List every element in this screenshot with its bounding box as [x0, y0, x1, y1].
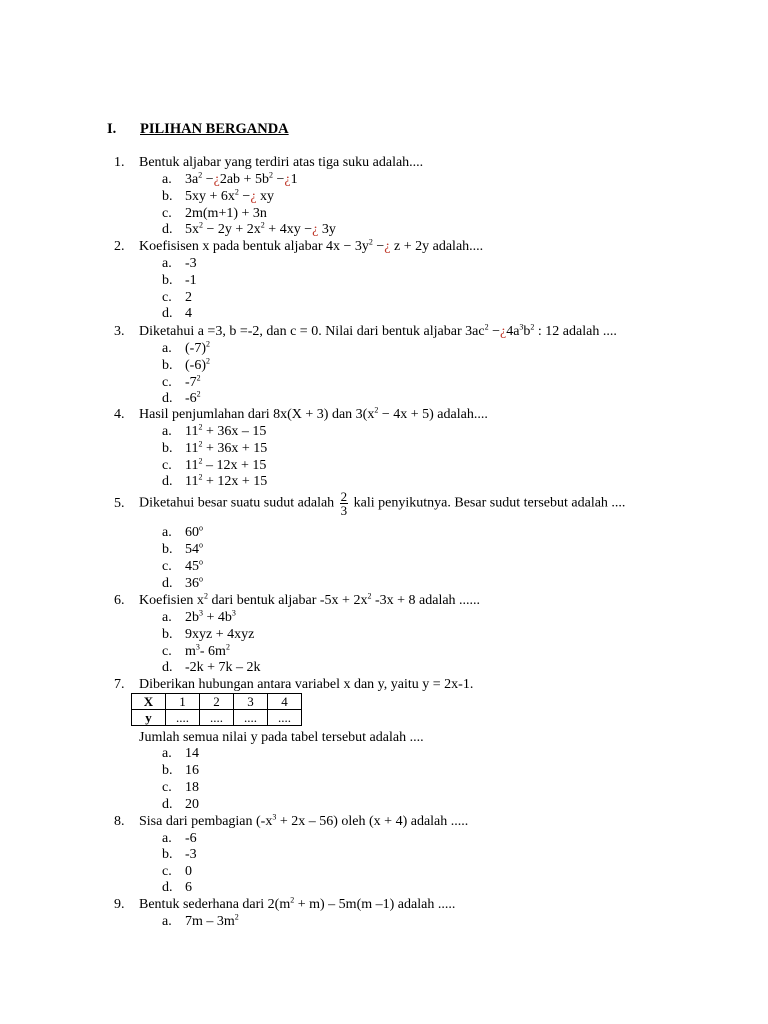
section-title: PILIHAN BERGANDA: [140, 121, 289, 137]
q2-option-b: b. -1: [162, 273, 197, 288]
q5-option-c: c. 45$^o$: [162, 557, 203, 574]
q2-option-d: d. 4: [162, 306, 192, 321]
table-cell: y: [132, 710, 166, 726]
q1-option-b: b. $5xy + 6x^2$ −¿ xy: [162, 187, 275, 204]
question-5: 5. Diketahui besar suatu sudut adalah $\frac{2}{3}$ kali penyikutnya. Besar sudut tersebut adalah ....: [114, 489, 626, 518]
q6-option-b: b. 9xyz + 4xyz: [162, 627, 255, 642]
q8-option-c: c. 0: [162, 864, 192, 879]
table-cell: ....: [166, 710, 200, 726]
q4-option-d: d. $11^2 + 12x + 15$: [162, 472, 268, 489]
question-4: 4. Hasil penjumlahan dari 8x(X + 3) dan $3(x^2 - 4x + 5)$ adalah....: [114, 405, 488, 422]
table-cell: ....: [200, 710, 234, 726]
table-row: [132, 694, 302, 710]
q2-option-c: c. 2: [162, 290, 192, 305]
q4-option-a: a. $11^2 + 36x - 15$: [162, 422, 267, 439]
q8-option-a: a. -6: [162, 831, 197, 846]
table-cell: X: [132, 694, 166, 710]
fraction: $\frac{2}{3}$: [340, 489, 348, 518]
table-cell: ....: [268, 710, 302, 726]
question-number: 1.: [114, 155, 125, 170]
q4-option-c: c. $11^2 - 12x + 15$: [162, 456, 267, 473]
q2-option-a: a. -3: [162, 256, 197, 271]
question-6: 6. Koefisien $x^2$ dari bentuk aljabar $-5x + 2x^2$ -3x + 8 adalah ......: [114, 591, 481, 608]
q9-option-a: a. $7m - 3m^2$: [162, 912, 239, 929]
q8-option-d: d. 6: [162, 880, 192, 895]
table-cell: 3: [234, 694, 268, 710]
q6-option-d: d. -2k + 7k – 2k: [162, 660, 261, 675]
table-row: [132, 710, 302, 726]
q7-option-b: b. 16: [162, 763, 199, 778]
q5-option-b: b. 54$^o$: [162, 540, 203, 557]
q3-option-a: a. $(-7)^2$: [162, 339, 210, 356]
xy-table: [131, 693, 302, 726]
question-text: Bentuk aljabar yang terdiri atas tiga suku adalah....: [139, 155, 424, 170]
q5-option-d: d. 36$^o$: [162, 574, 203, 591]
question-1: [114, 154, 423, 171]
question-9: 9. Bentuk sederhana dari $2(m^2 + m) - 5m(m$ –1) adalah .....: [114, 895, 456, 912]
q4-option-b: b. $11^2 + 36x + 15$: [162, 439, 268, 456]
table-cell: 2: [200, 694, 234, 710]
q7-option-c: c. 18: [162, 780, 199, 795]
q6-option-a: a. $2b^3 + 4b^3$: [162, 608, 236, 625]
q8-option-b: b. -3: [162, 847, 197, 862]
table-cell: ....: [234, 710, 268, 726]
section-heading: [107, 121, 289, 138]
table-cell: 4: [268, 694, 302, 710]
question-7: 7. Diberikan hubungan antara variabel x dan y, yaitu y = 2x-1.: [114, 677, 474, 692]
q1-option-d: d. $5x^2 - 2y + 2x^2 + 4xy$ −¿ 3y: [162, 220, 336, 237]
q3-option-c: c. $-7^2$: [162, 373, 201, 390]
question-7-followup: Jumlah semua nilai y pada tabel tersebut adalah ....: [139, 730, 424, 745]
section-number: I.: [107, 121, 117, 137]
question-8: 8. Sisa dari pembagian $(-x^3 + 2x - 56)$ oleh (x + 4) adalah .....: [114, 812, 469, 829]
q1-option-c: c. 2m(m+1) + 3n: [162, 206, 267, 221]
q7-option-d: d. 20: [162, 797, 199, 812]
q6-option-c: c. $m^3-$ $6m^2$: [162, 642, 230, 659]
q1-option-a: a. $3a^2$ −¿2ab + $5b^2$ −¿1: [162, 170, 298, 187]
q3-option-b: b. $(-6)^2$: [162, 356, 210, 373]
table-cell: 1: [166, 694, 200, 710]
question-3: 3. Diketahui a =3, b =-2, dan c = 0. Nilai dari bentuk aljabar $3ac^2$ $-¿4a^3b^2$ : 12 adalah ....: [114, 322, 617, 339]
q5-option-a: a. 60$^o$: [162, 523, 203, 540]
question-2: 2. Koefisisen x pada bentuk aljabar $4x - 3y^2$ −¿ z + 2y adalah....: [114, 237, 484, 254]
q7-option-a: a. 14: [162, 746, 199, 761]
q3-option-d: d. $-6^2$: [162, 389, 201, 406]
